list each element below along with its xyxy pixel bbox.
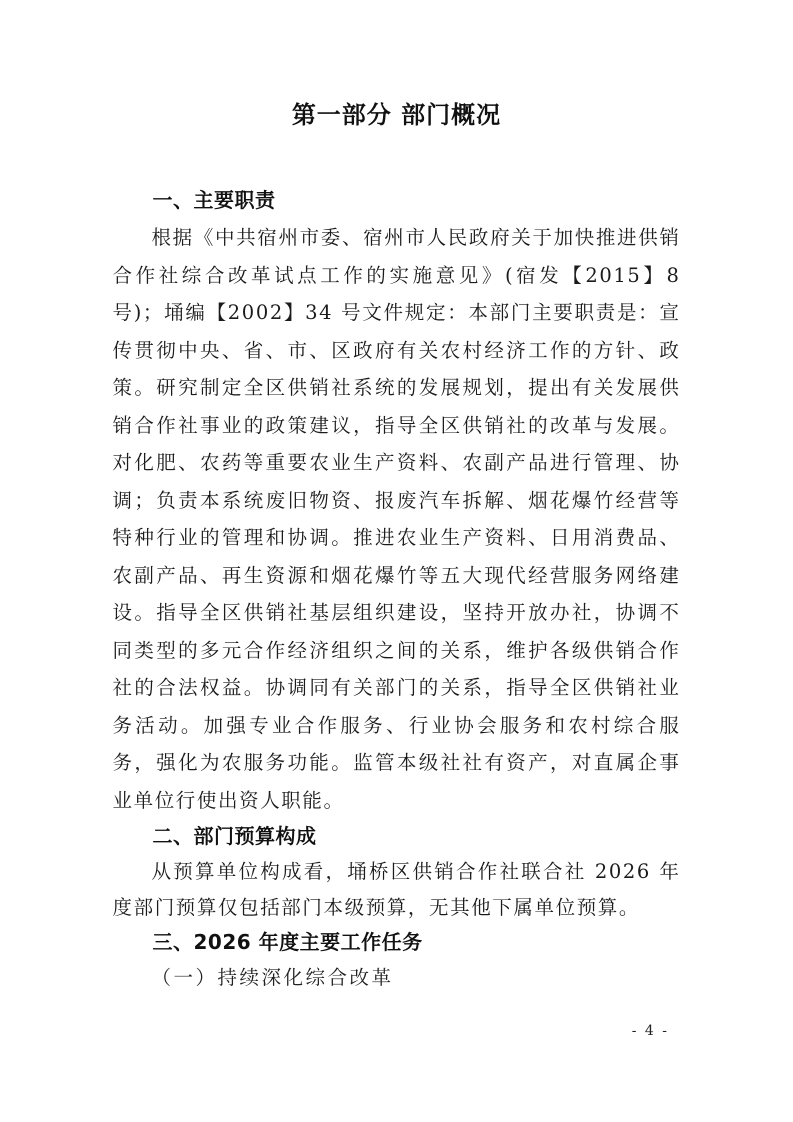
paragraph-main-duties: 根据《中共宿州市委、宿州市人民政府关于加快推进供销合作社综合改革试点工作的实施意见》(宿发【2015】8 号)；埇编【2002】34 号文件规定：本部门主要职责是：宣传贯彻中央、省、市、区政府有关农村经济工作的方针、政策。研究制定全区供销社系统的发展规划，提出有关发展供销合作社事业的政策建议，指导全区供销社的改革与发展。对化肥、农药等重要农业生产资料、农副产品进行管理、协调；负责本系统废旧物资、报废汽车拆解、烟花爆竹经营等特种行业的管理和协调。推进农业生产资料、日用消费品、农副产品、再生资源和烟花爆竹等五大现代经营服务网络建设。指导全区供销社基层组织建设，坚持开放办社，协调不同类型的多元合作经济组织之间的关系，维护各级供销合作社的合法权益。协调同有关部门的关系，指导全区供销社业务活动。加强专业合作服务、行业协会服务和农村综合服务，强化为农服务功能。监管本级社社有资产，对直属企事业单位行使出资人职能。 (112, 226, 681, 812)
subsection-heading-deepen-reform: （一）持续深化综合改革 (151, 966, 394, 989)
paragraph-budget-composition: 从预算单位构成看，埇桥区供销合作社联合社 2026 年度部门预算仅包括部门本级预算，无其他下属单位预算。 (112, 860, 681, 919)
section-heading-main-duties: 一、主要职责 (152, 188, 276, 212)
document-title: 第一部分 部门概况 (291, 101, 502, 129)
section-heading-budget-composition: 二、部门预算构成 (152, 824, 317, 848)
document-body (113, 181, 681, 995)
page-number: - 4 - (631, 1023, 669, 1039)
section-heading-2026-tasks: 三、2026 年度主要工作任务 (152, 930, 423, 954)
